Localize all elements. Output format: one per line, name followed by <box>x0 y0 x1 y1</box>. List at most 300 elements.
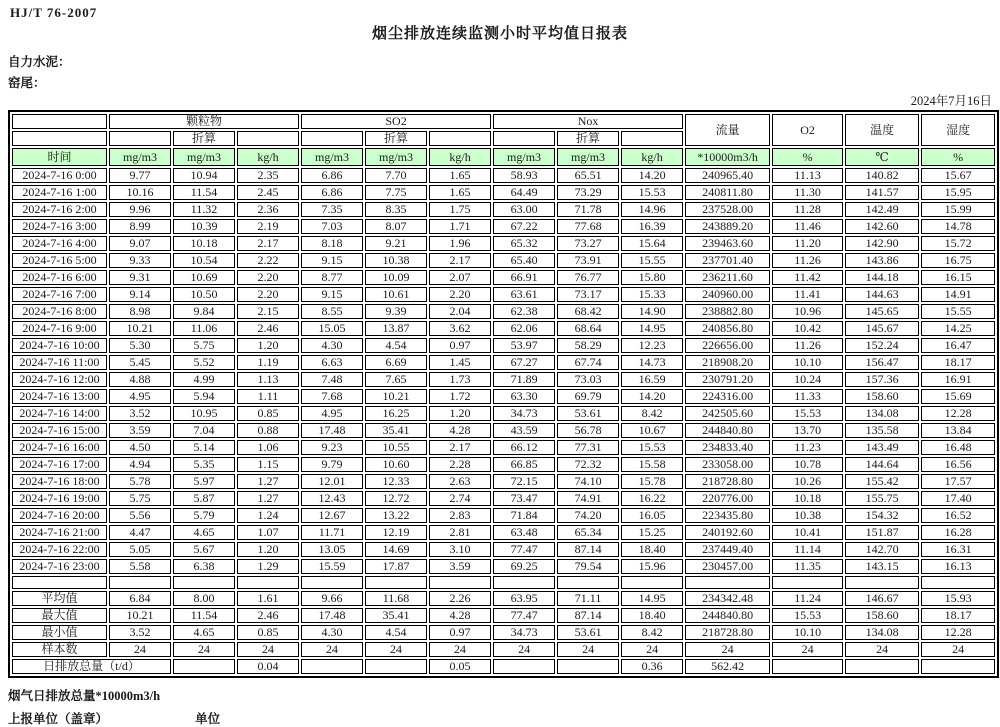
value-cell: 11.33 <box>772 389 843 404</box>
converted-label-so2: 折算 <box>365 131 427 146</box>
time-cell: 2024-7-16 21:00 <box>12 525 107 540</box>
table-row <box>12 270 995 285</box>
total-cell <box>845 659 919 674</box>
value-cell: 11.54 <box>173 185 235 200</box>
value-cell: 15.59 <box>301 559 363 574</box>
value-cell: 2.83 <box>429 508 491 523</box>
empty-cell <box>237 131 299 146</box>
converted-label-nox: 折算 <box>557 131 619 146</box>
value-cell: 15.99 <box>921 202 995 217</box>
value-cell: 1.96 <box>429 236 491 251</box>
value-cell: 9.77 <box>109 168 171 183</box>
empty-cell <box>845 576 919 589</box>
value-cell: 5.75 <box>173 338 235 353</box>
value-cell: 11.68 <box>365 591 427 606</box>
value-cell: 1.75 <box>429 202 491 217</box>
value-cell: 16.13 <box>921 559 995 574</box>
value-cell: 15.95 <box>921 185 995 200</box>
data-rows <box>12 168 995 574</box>
value-cell: 15.72 <box>921 236 995 251</box>
value-cell: 9.14 <box>109 287 171 302</box>
value-cell: 24 <box>621 642 683 657</box>
value-cell: 72.15 <box>493 474 555 489</box>
unit-cell: mg/m3 <box>301 148 363 166</box>
value-cell: 9.39 <box>365 304 427 319</box>
unit-cell: ℃ <box>845 148 919 166</box>
value-cell: 16.52 <box>921 508 995 523</box>
value-cell: 15.67 <box>921 168 995 183</box>
standard-code: HJ/T 76-2007 <box>10 5 98 20</box>
value-cell: 11.26 <box>772 253 843 268</box>
value-cell: 10.16 <box>109 185 171 200</box>
value-cell: 67.74 <box>557 355 619 370</box>
value-cell: 24 <box>429 642 491 657</box>
value-cell: 240960.00 <box>685 287 770 302</box>
value-cell: 67.27 <box>493 355 555 370</box>
value-cell: 15.05 <box>301 321 363 336</box>
value-cell: 16.47 <box>921 338 995 353</box>
value-cell: 24 <box>173 642 235 657</box>
table-row <box>12 355 995 370</box>
total-cell <box>557 659 619 674</box>
value-cell: 243889.20 <box>685 219 770 234</box>
value-cell: 4.28 <box>429 423 491 438</box>
value-cell: 10.18 <box>772 491 843 506</box>
value-cell: 2.46 <box>237 321 299 336</box>
value-cell: 146.67 <box>845 591 919 606</box>
value-cell: 223435.80 <box>685 508 770 523</box>
value-cell: 10.21 <box>109 608 171 623</box>
summary-rows <box>12 591 995 657</box>
value-cell: 4.99 <box>173 372 235 387</box>
value-cell: 53.61 <box>557 625 619 640</box>
value-cell: 10.50 <box>173 287 235 302</box>
table-row <box>12 542 995 557</box>
value-cell: 218908.20 <box>685 355 770 370</box>
value-cell: 16.48 <box>921 440 995 455</box>
value-cell: 17.87 <box>365 559 427 574</box>
value-cell: 14.73 <box>621 355 683 370</box>
value-cell: 1.71 <box>429 219 491 234</box>
value-cell: 1.61 <box>237 591 299 606</box>
value-cell: 16.56 <box>921 457 995 472</box>
value-cell: 12.19 <box>365 525 427 540</box>
empty-cell <box>109 131 171 146</box>
value-cell: 3.52 <box>109 625 171 640</box>
value-cell: 73.29 <box>557 185 619 200</box>
group-particulate: 颗粒物 <box>109 114 299 129</box>
value-cell: 8.42 <box>621 406 683 421</box>
value-cell: 14.20 <box>621 389 683 404</box>
value-cell: 156.47 <box>845 355 919 370</box>
value-cell: 6.84 <box>109 591 171 606</box>
time-header: 时间 <box>12 148 107 166</box>
value-cell: 73.03 <box>557 372 619 387</box>
unit-cell: mg/m3 <box>109 148 171 166</box>
time-cell: 2024-7-16 19:00 <box>12 491 107 506</box>
value-cell: 56.78 <box>557 423 619 438</box>
table-row <box>12 304 995 319</box>
unit-cell: *10000m3/h <box>685 148 770 166</box>
value-cell: 53.97 <box>493 338 555 353</box>
time-cell: 2024-7-16 2:00 <box>12 202 107 217</box>
value-cell: 17.57 <box>921 474 995 489</box>
time-cell: 2024-7-16 9:00 <box>12 321 107 336</box>
value-cell: 1.29 <box>237 559 299 574</box>
value-cell: 7.70 <box>365 168 427 183</box>
value-cell: 76.77 <box>557 270 619 285</box>
value-cell: 5.56 <box>109 508 171 523</box>
value-cell: 73.27 <box>557 236 619 251</box>
value-cell: 4.54 <box>365 625 427 640</box>
value-cell: 6.86 <box>301 168 363 183</box>
value-cell: 1.11 <box>237 389 299 404</box>
value-cell: 10.09 <box>365 270 427 285</box>
unit-cell: % <box>772 148 843 166</box>
value-cell: 5.58 <box>109 559 171 574</box>
table-row <box>12 253 995 268</box>
table-row <box>12 168 995 183</box>
unit-cell: mg/m3 <box>365 148 427 166</box>
value-cell: 14.25 <box>921 321 995 336</box>
value-cell: 63.00 <box>493 202 555 217</box>
value-cell: 6.38 <box>173 559 235 574</box>
value-cell: 15.33 <box>621 287 683 302</box>
value-cell: 1.27 <box>237 474 299 489</box>
value-cell: 142.70 <box>845 542 919 557</box>
value-cell: 3.52 <box>109 406 171 421</box>
empty-cell <box>557 576 619 589</box>
value-cell: 4.28 <box>429 608 491 623</box>
value-cell: 16.91 <box>921 372 995 387</box>
value-cell: 12.67 <box>301 508 363 523</box>
empty-cell <box>429 131 491 146</box>
value-cell: 218728.80 <box>685 625 770 640</box>
table-row <box>12 219 995 234</box>
value-cell: 2.17 <box>429 440 491 455</box>
table-row <box>12 559 995 574</box>
time-cell: 2024-7-16 23:00 <box>12 559 107 574</box>
value-cell: 69.79 <box>557 389 619 404</box>
value-cell: 63.61 <box>493 287 555 302</box>
total-cell <box>173 659 235 674</box>
value-cell: 8.99 <box>109 219 171 234</box>
value-cell: 18.40 <box>621 608 683 623</box>
value-cell: 0.85 <box>237 625 299 640</box>
unit-cell: mg/m3 <box>173 148 235 166</box>
value-cell: 17.40 <box>921 491 995 506</box>
value-cell: 5.05 <box>109 542 171 557</box>
daily-total-label: 日排放总量（t/d） <box>12 659 171 674</box>
table-row <box>12 457 995 472</box>
value-cell: 10.42 <box>772 321 843 336</box>
unit-cell: kg/h <box>429 148 491 166</box>
value-cell: 9.21 <box>365 236 427 251</box>
value-cell: 5.30 <box>109 338 171 353</box>
value-cell: 237449.40 <box>685 542 770 557</box>
value-cell: 5.87 <box>173 491 235 506</box>
value-cell: 77.47 <box>493 608 555 623</box>
value-cell: 2.74 <box>429 491 491 506</box>
value-cell: 15.96 <box>621 559 683 574</box>
value-cell: 16.31 <box>921 542 995 557</box>
group-nox: Nox <box>493 114 683 129</box>
value-cell: 140.82 <box>845 168 919 183</box>
table-row <box>12 202 995 217</box>
value-cell: 17.48 <box>301 423 363 438</box>
empty-cell <box>493 576 555 589</box>
value-cell: 11.30 <box>772 185 843 200</box>
value-cell: 10.55 <box>365 440 427 455</box>
value-cell: 4.95 <box>109 389 171 404</box>
value-cell: 11.24 <box>772 591 843 606</box>
value-cell: 24 <box>237 642 299 657</box>
value-cell: 65.40 <box>493 253 555 268</box>
value-cell: 66.12 <box>493 440 555 455</box>
group-flow: 流量 <box>685 114 770 146</box>
value-cell: 71.84 <box>493 508 555 523</box>
value-cell: 5.14 <box>173 440 235 455</box>
value-cell: 4.54 <box>365 338 427 353</box>
time-cell: 2024-7-16 18:00 <box>12 474 107 489</box>
value-cell: 11.32 <box>173 202 235 217</box>
value-cell: 5.78 <box>109 474 171 489</box>
value-cell: 1.20 <box>429 406 491 421</box>
converted-label-pm: 折算 <box>173 131 235 146</box>
table-row <box>12 372 995 387</box>
value-cell: 12.28 <box>921 406 995 421</box>
value-cell: 5.45 <box>109 355 171 370</box>
value-cell: 10.96 <box>772 304 843 319</box>
value-cell: 8.77 <box>301 270 363 285</box>
value-cell: 1.19 <box>237 355 299 370</box>
value-cell: 7.03 <box>301 219 363 234</box>
value-cell: 155.42 <box>845 474 919 489</box>
time-cell: 2024-7-16 17:00 <box>12 457 107 472</box>
summary-label: 最大值 <box>12 608 107 623</box>
value-cell: 1.27 <box>237 491 299 506</box>
value-cell: 16.28 <box>921 525 995 540</box>
value-cell: 15.93 <box>921 591 995 606</box>
empty-cell <box>173 576 235 589</box>
value-cell: 15.69 <box>921 389 995 404</box>
value-cell: 73.91 <box>557 253 619 268</box>
value-cell: 2.45 <box>237 185 299 200</box>
empty-cell <box>301 131 363 146</box>
value-cell: 7.75 <box>365 185 427 200</box>
value-cell: 10.24 <box>772 372 843 387</box>
time-cell: 2024-7-16 10:00 <box>12 338 107 353</box>
value-cell: 13.70 <box>772 423 843 438</box>
value-cell: 8.35 <box>365 202 427 217</box>
value-cell: 8.55 <box>301 304 363 319</box>
value-cell: 15.80 <box>621 270 683 285</box>
value-cell: 2.20 <box>237 287 299 302</box>
value-cell: 6.69 <box>365 355 427 370</box>
value-cell: 1.65 <box>429 168 491 183</box>
value-cell: 10.41 <box>772 525 843 540</box>
value-cell: 14.91 <box>921 287 995 302</box>
value-cell: 24 <box>845 642 919 657</box>
group-header-row <box>12 114 995 129</box>
summary-label: 最小值 <box>12 625 107 640</box>
value-cell: 10.18 <box>173 236 235 251</box>
value-cell: 11.42 <box>772 270 843 285</box>
kiln-label: 窑尾： <box>8 76 46 90</box>
value-cell: 2.19 <box>237 219 299 234</box>
value-cell: 5.75 <box>109 491 171 506</box>
time-cell: 2024-7-16 7:00 <box>12 287 107 302</box>
company-label: 自力水泥： <box>8 55 71 69</box>
value-cell: 15.55 <box>621 253 683 268</box>
value-cell: 8.07 <box>365 219 427 234</box>
value-cell: 74.91 <box>557 491 619 506</box>
time-cell: 2024-7-16 11:00 <box>12 355 107 370</box>
value-cell: 134.08 <box>845 406 919 421</box>
value-cell: 69.25 <box>493 559 555 574</box>
value-cell: 12.72 <box>365 491 427 506</box>
value-cell: 66.85 <box>493 457 555 472</box>
table-row <box>12 525 995 540</box>
empty-cell <box>921 576 995 589</box>
separator-section <box>12 576 995 589</box>
value-cell: 135.58 <box>845 423 919 438</box>
empty-cell <box>772 576 843 589</box>
value-cell: 142.60 <box>845 219 919 234</box>
value-cell: 144.63 <box>845 287 919 302</box>
value-cell: 2.17 <box>429 253 491 268</box>
value-cell: 63.48 <box>493 525 555 540</box>
value-cell: 77.68 <box>557 219 619 234</box>
value-cell: 0.88 <box>237 423 299 438</box>
value-cell: 1.06 <box>237 440 299 455</box>
value-cell: 24 <box>772 642 843 657</box>
value-cell: 152.24 <box>845 338 919 353</box>
value-cell: 143.49 <box>845 440 919 455</box>
value-cell: 15.53 <box>772 406 843 421</box>
value-cell: 10.38 <box>365 253 427 268</box>
value-cell: 16.39 <box>621 219 683 234</box>
value-cell: 71.78 <box>557 202 619 217</box>
table-row <box>12 474 995 489</box>
value-cell: 143.15 <box>845 559 919 574</box>
total-cell-pm-kgh: 0.04 <box>237 659 299 674</box>
table-row <box>12 389 995 404</box>
value-cell: 12.23 <box>621 338 683 353</box>
value-cell: 12.43 <box>301 491 363 506</box>
value-cell: 226656.00 <box>685 338 770 353</box>
group-temperature: 温度 <box>845 114 919 146</box>
value-cell: 24 <box>557 642 619 657</box>
empty-cell <box>12 131 107 146</box>
value-cell: 0.85 <box>237 406 299 421</box>
value-cell: 66.91 <box>493 270 555 285</box>
group-o2: O2 <box>772 114 843 146</box>
time-cell: 2024-7-16 14:00 <box>12 406 107 421</box>
value-cell: 4.94 <box>109 457 171 472</box>
value-cell: 71.11 <box>557 591 619 606</box>
value-cell: 15.64 <box>621 236 683 251</box>
value-cell: 11.35 <box>772 559 843 574</box>
value-cell: 11.06 <box>173 321 235 336</box>
value-cell: 8.18 <box>301 236 363 251</box>
value-cell: 8.42 <box>621 625 683 640</box>
summary-row <box>12 642 995 657</box>
value-cell: 1.13 <box>237 372 299 387</box>
time-cell: 2024-7-16 8:00 <box>12 304 107 319</box>
value-cell: 230457.00 <box>685 559 770 574</box>
value-cell: 14.95 <box>621 321 683 336</box>
value-cell: 2.35 <box>237 168 299 183</box>
total-cell-nox-kgh: 0.36 <box>621 659 683 674</box>
summary-label: 样本数 <box>12 642 107 657</box>
value-cell: 142.90 <box>845 236 919 251</box>
value-cell: 87.14 <box>557 608 619 623</box>
value-cell: 4.88 <box>109 372 171 387</box>
value-cell: 239463.60 <box>685 236 770 251</box>
value-cell: 16.25 <box>365 406 427 421</box>
value-cell: 14.20 <box>621 168 683 183</box>
value-cell: 7.35 <box>301 202 363 217</box>
value-cell: 4.65 <box>173 625 235 640</box>
table-row <box>12 287 995 302</box>
report-date: 2024年7月16日 <box>910 94 992 108</box>
table-row <box>12 321 995 336</box>
value-cell: 3.62 <box>429 321 491 336</box>
value-cell: 0.97 <box>429 625 491 640</box>
time-cell: 2024-7-16 5:00 <box>12 253 107 268</box>
value-cell: 11.54 <box>173 608 235 623</box>
value-cell: 62.38 <box>493 304 555 319</box>
value-cell: 14.96 <box>621 202 683 217</box>
value-cell: 141.57 <box>845 185 919 200</box>
value-cell: 11.28 <box>772 202 843 217</box>
value-cell: 1.72 <box>429 389 491 404</box>
value-cell: 63.95 <box>493 591 555 606</box>
time-cell: 2024-7-16 12:00 <box>12 372 107 387</box>
value-cell: 34.73 <box>493 625 555 640</box>
value-cell: 242505.60 <box>685 406 770 421</box>
value-cell: 35.41 <box>365 608 427 623</box>
empty-cell <box>429 576 491 589</box>
value-cell: 7.65 <box>365 372 427 387</box>
value-cell: 4.95 <box>301 406 363 421</box>
value-cell: 151.87 <box>845 525 919 540</box>
value-cell: 13.87 <box>365 321 427 336</box>
unit-cell: kg/h <box>621 148 683 166</box>
value-cell: 5.97 <box>173 474 235 489</box>
value-cell: 145.65 <box>845 304 919 319</box>
unit-cell: kg/h <box>237 148 299 166</box>
value-cell: 2.36 <box>237 202 299 217</box>
value-cell: 5.94 <box>173 389 235 404</box>
unit-label: 单位 <box>195 712 221 726</box>
value-cell: 10.61 <box>365 287 427 302</box>
time-cell: 2024-7-16 1:00 <box>12 185 107 200</box>
value-cell: 9.79 <box>301 457 363 472</box>
empty-cell <box>12 576 107 589</box>
value-cell: 240192.60 <box>685 525 770 540</box>
value-cell: 7.04 <box>173 423 235 438</box>
value-cell: 16.15 <box>921 270 995 285</box>
value-cell: 15.55 <box>921 304 995 319</box>
value-cell: 9.23 <box>301 440 363 455</box>
value-cell: 24 <box>921 642 995 657</box>
table-row <box>12 440 995 455</box>
value-cell: 237701.40 <box>685 253 770 268</box>
value-cell: 230791.20 <box>685 372 770 387</box>
value-cell: 8.98 <box>109 304 171 319</box>
